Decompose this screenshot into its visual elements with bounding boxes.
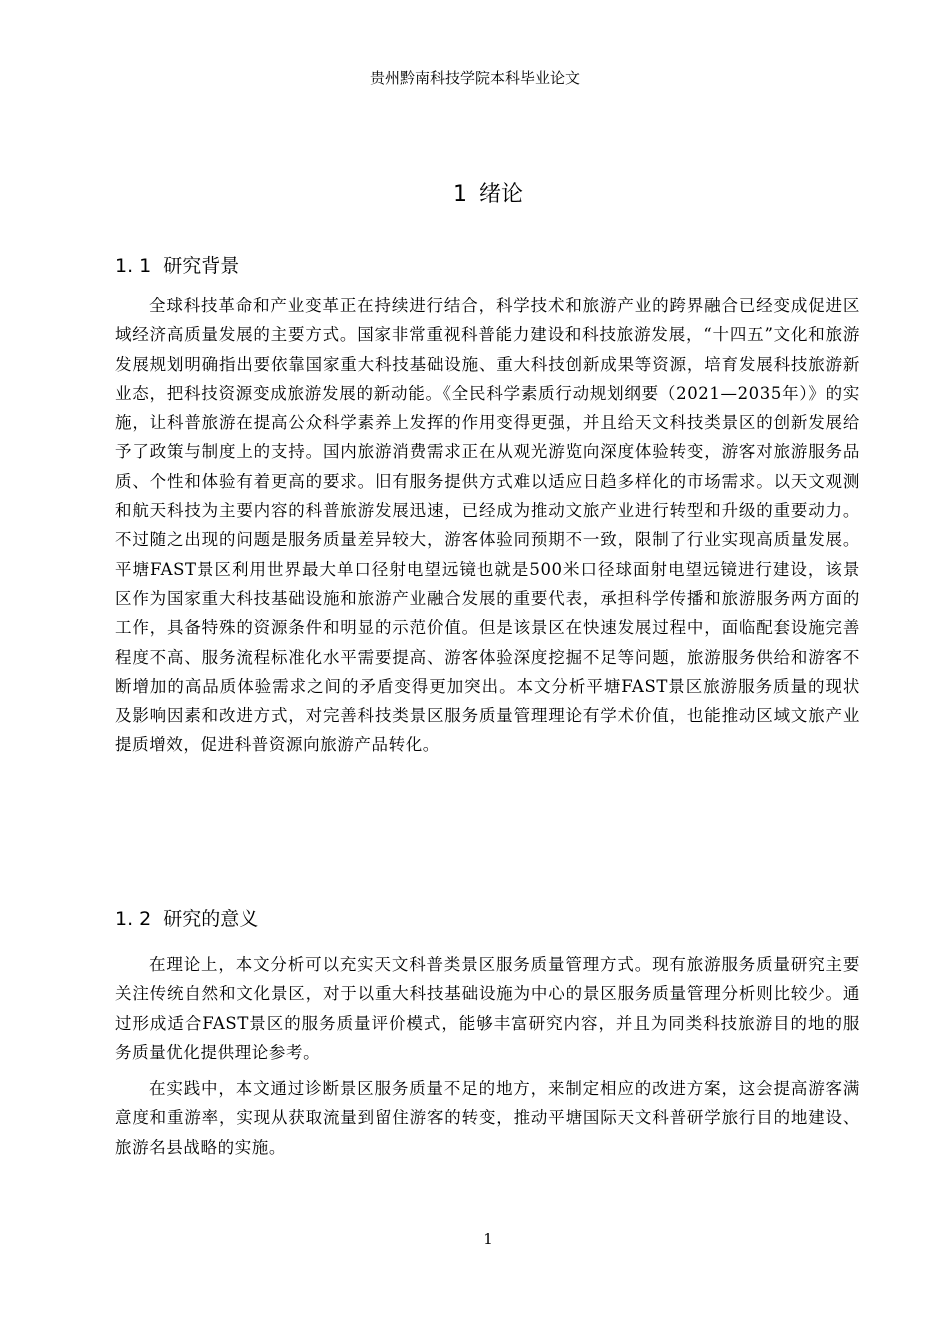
section-title: 研究的意义 xyxy=(163,908,259,930)
page-number: 1 xyxy=(483,1230,493,1248)
section-heading-1-1 xyxy=(115,253,239,279)
running-header: 贵州黔南科技学院本科毕业论文 xyxy=(369,69,580,87)
paragraph-significance-practice: 在实践中，本文通过诊断景区服务质量不足的地方，来制定相应的改进方案，这会提高游客满意度和重游率，实现从获取流量到留住游客的转变，推动平塘国际天文科普研学旅行目的地建设、旅游名县战略的实施。 xyxy=(115,1079,860,1157)
paragraph-significance-theory: 在理论上，本文分析可以充实天文科普类景区服务质量管理方式。现有旅游服务质量研究主要关注传统自然和文化景区，对于以重大科技基础设施为中心的景区服务质量管理分析则比较少。通过形成适合FAST景区的服务质量评价模式，能够丰富研究内容，并且为同类科技旅游目的地的服务质量优化提供理论参考。 xyxy=(115,955,860,1062)
section-number: 1. 1 xyxy=(115,255,152,277)
chapter-title xyxy=(0,180,950,210)
section-title: 研究背景 xyxy=(163,255,240,277)
chapter-title-text: 绪论 xyxy=(478,182,523,207)
section-heading-1-2 xyxy=(115,906,258,932)
chapter-number: 1 xyxy=(452,182,467,207)
paragraph-background: 全球科技革命和产业变革正在持续进行结合，科学技术和旅游产业的跨界融合已经变成促进区域经济高质量发展的主要方式。国家非常重视科普能力建设和科技旅游发展，“十四五”文化和旅游发展规划明确指出要依靠国家重大科技基础设施、重大科技创新成果等资源，培育发展科技旅游新业态，把科技资源变成旅游发展的新动能。《全民科学素质行动规划纲要（2021—2035年）》的实施，让科普旅游在提高公众科学素养上发挥的作用变得更强，并且给天文科技类景区的创新发展给予了政策与制度上的支持。国内旅游消费需求正在从观光游览向深度体验转变，游客对旅游服务品质、个性和体验有着更高的要求。旧有服务提供方式难以适应日趋多样化的市场需求。以天文观测和航天科技为主要内容的科普旅游发展迅速，已经成为推动文旅产业进行转型和升级的重要动力。不过随之出现的问题是服务质量差异较大，游客体验同预期不一致，限制了行业实现高质量发展。平塘FAST景区利用世界最大单口径射电望远镜也就是500米口径球面射电望远镜进行建设，该景区作为国家重大科技基础设施和旅游产业融合发展的重要代表，承担科学传播和旅游服务两方面的工作，具备特殊的资源条件和明显的示范价值。但是该景区在快速发展过程中，面临配套设施完善程度不高、服务流程标准化水平需要提高、游客体验深度挖掘不足等问题，旅游服务供给和游客不断增加的高品质体验需求之间的矛盾变得更加突出。本文分析平塘FAST景区旅游服务质量的现状及影响因素和改进方式，对完善科技类景区服务质量管理理论有学术价值，也能推动区域文旅产业提质增效，促进科普资源向旅游产品转化。 xyxy=(115,296,860,755)
section-number: 1. 2 xyxy=(115,908,152,930)
